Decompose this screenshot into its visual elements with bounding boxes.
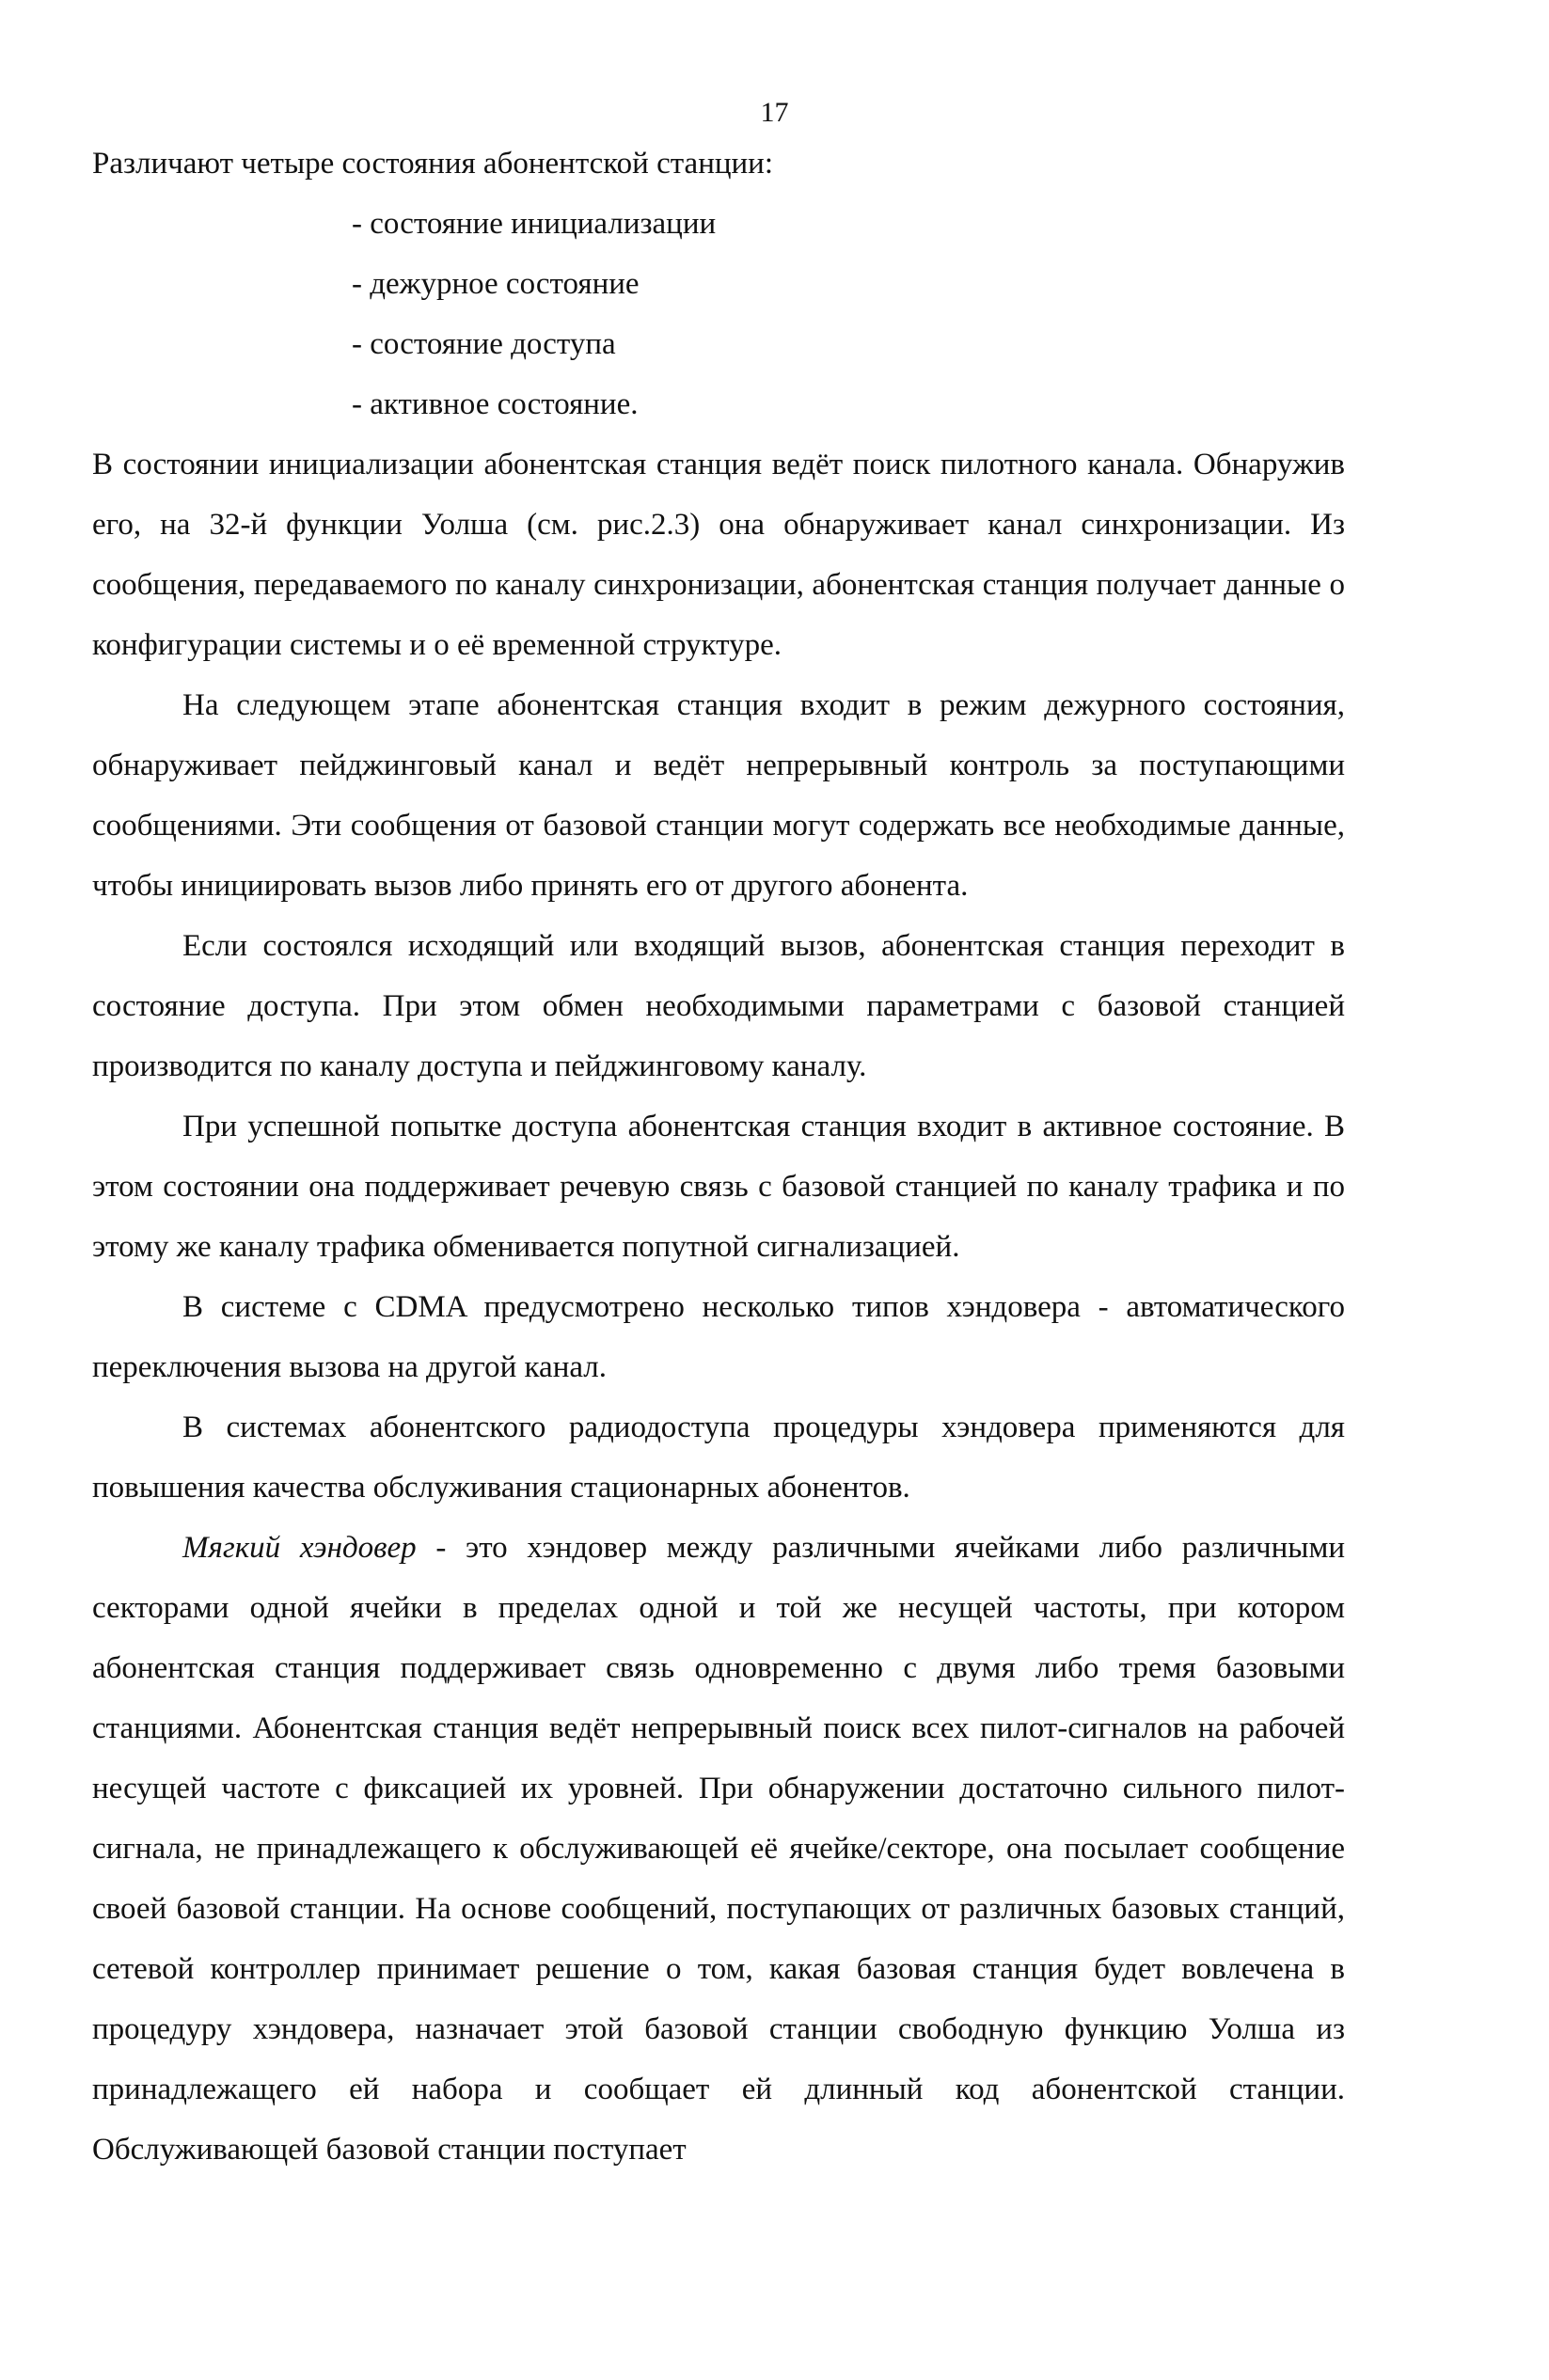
page-number: 17 — [760, 97, 789, 128]
paragraph-standby: На следующем этапе абонентская станция входит в режим дежурного состояния, обнаруживает пейджинговый канал и ведёт непрерывный контроль за поступающими сообщениями. Эти сообщения от базовой станции могут содержать все необходимые данные, чтобы инициировать вызов либо принять его от другого абонента. — [92, 688, 1345, 903]
paragraph-access: Если состоялся исходящий или входящий вызов, абонентская станция переходит в состояние доступа. При этом обмен необходимыми параметрами с базовой станцией производится по каналу доступа и пейджинговому каналу. — [92, 929, 1345, 1083]
paragraph-active: При успешной попытке доступа абонентская станция входит в активное состояние. В этом состоянии она поддерживает речевую связь с базовой станцией по каналу трафика и по этому же каналу трафика обменивается попутной сигнализацией. — [92, 1110, 1345, 1264]
paragraph-handover-types: В системе с CDMA предусмотрено несколько типов хэндовера - автоматического переключения вызова на другой канал. — [92, 1290, 1345, 1384]
paragraph-handover-purpose: В системах абонентского радиодоступа процедуры хэндовера применяются для повышения качества обслуживания стационарных абонентов. — [92, 1411, 1345, 1505]
station-states-list — [92, 194, 1345, 434]
soft-handover-term: Мягкий хэндовер — [182, 1531, 417, 1565]
list-item: - состояние инициализации — [352, 207, 717, 241]
intro-sentence: Различают четыре состояния абонентской станции: — [92, 147, 774, 181]
list-item: - состояние доступа — [352, 327, 616, 361]
soft-handover-text: - это хэндовер между различными ячейками либо различными секторами одной ячейки в пределах одной и той же несущей частоты, при котором абонентская станция поддерживает связь одновременно с двумя либо тремя базовыми станциями. Абонентская станция ведёт непрерывный поиск всех пилот-сигналов на рабочей несущей частоте с фиксацией их уровней. При обнаружении достаточно сильного пилот-сигнала, не принадлежащего к обслуживающей её ячейке/секторе, она посылает сообщение своей базовой станции. На основе сообщений, поступающих от различных базовых станций, сетевой контроллер принимает решение о том, какая базовая станция будет вовлечена в процедуру хэндовера, назначает этой базовой станции свободную функцию Уолша из принадлежащего ей набора и сообщает ей длинный код абонентской станции. Обслуживающей базовой станции поступает — [92, 1531, 1345, 2167]
list-item: - активное состояние. — [352, 387, 639, 421]
paragraph-soft-handover — [92, 1518, 1345, 2180]
page-content — [92, 134, 1345, 2180]
list-item: - дежурное состояние — [352, 267, 640, 301]
paragraph-initialization: В состоянии инициализации абонентская станция ведёт поиск пилотного канала. Обнаружив его, на 32-й функции Уолша (см. рис.2.3) она обнаруживает канал синхронизации. Из сообщения, передаваемого по каналу синхронизации, абонентская станция получает данные о конфигурации системы и о её временной структуре. — [92, 448, 1345, 662]
